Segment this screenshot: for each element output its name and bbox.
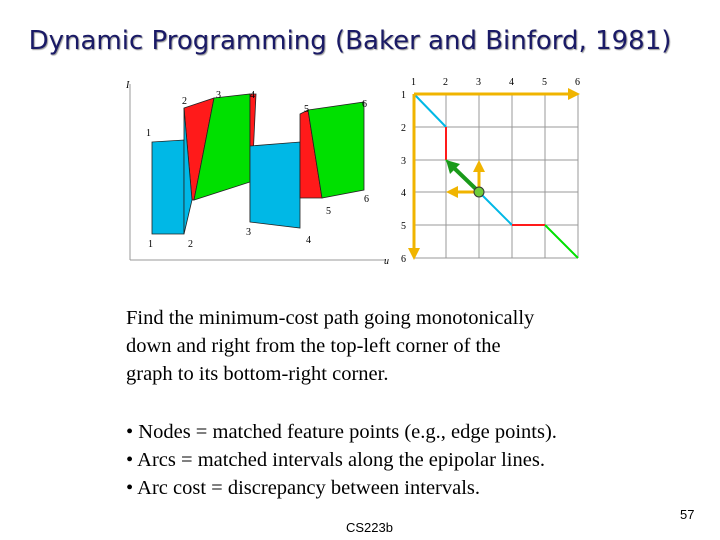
grid-col-3: 3 xyxy=(476,77,481,88)
grid-row-6: 6 xyxy=(401,254,406,265)
footer-course: CS223b xyxy=(346,520,393,535)
description-line: graph to its bottom-right corner. xyxy=(126,363,389,385)
cyan-region-4 xyxy=(250,142,300,228)
profile-label-right-6: 6 xyxy=(364,194,369,205)
bullet-list xyxy=(126,418,686,502)
description-paragraph xyxy=(126,304,646,388)
profile-label-bottom-3: 3 xyxy=(246,227,251,238)
intensity-profiles xyxy=(125,80,389,266)
dp-grid xyxy=(401,77,580,265)
description-line: Find the minimum-cost path going monotonically xyxy=(126,307,535,329)
grid-row-2: 2 xyxy=(401,123,406,134)
profile-label-bottom-2: 2 xyxy=(188,239,193,250)
profile-label-top-5: 5 xyxy=(304,104,309,115)
profile-label-top-4: 4 xyxy=(250,90,255,101)
profile-label-left-1: 1 xyxy=(146,128,151,139)
slide-title: Dynamic Programming (Baker and Binford, 1981) xyxy=(28,26,672,56)
grid-col-1: 1 xyxy=(411,77,416,88)
bullet-item-nodes: • Nodes = matched feature points (e.g., edge points). xyxy=(126,421,557,443)
current-node-marker xyxy=(474,187,484,197)
grid-row-5: 5 xyxy=(401,221,406,232)
arrow-up-head-icon xyxy=(473,160,485,172)
grid-row-3: 3 xyxy=(401,156,406,167)
grid-col-5: 5 xyxy=(542,77,547,88)
grid-col-2: 2 xyxy=(443,77,448,88)
grid-row-1: 1 xyxy=(401,90,406,101)
profile-axis-label-i: I xyxy=(126,80,130,91)
grid-col-6: 6 xyxy=(575,77,580,88)
profile-label-top-2: 2 xyxy=(182,96,187,107)
grid-col-4: 4 xyxy=(509,77,514,88)
profile-label-bottom-4: 4 xyxy=(306,235,311,246)
profile-label-top-6: 6 xyxy=(362,99,367,110)
arrow-left-head-icon xyxy=(446,186,458,198)
profile-label-top-3: 3 xyxy=(216,90,221,101)
page-number: 57 xyxy=(680,507,695,522)
grid-row-4: 4 xyxy=(401,188,406,199)
profile-axis-label-u: u xyxy=(384,256,389,266)
cyan-region-1 xyxy=(152,140,184,234)
path-green-2 xyxy=(545,225,578,258)
path-cyan-1 xyxy=(414,94,446,127)
path-cyan-2 xyxy=(479,192,512,225)
stereo-matching-figure xyxy=(124,74,594,266)
profile-label-bottom-5: 5 xyxy=(326,206,331,217)
description-line: down and right from the top-left corner of the xyxy=(126,335,501,357)
profile-label-bottom-1: 1 xyxy=(148,239,153,250)
bullet-item-arc-cost: • Arc cost = discrepancy between intervals. xyxy=(126,477,481,499)
bullet-item-arcs: • Arcs = matched intervals along the epipolar lines. xyxy=(126,449,545,471)
